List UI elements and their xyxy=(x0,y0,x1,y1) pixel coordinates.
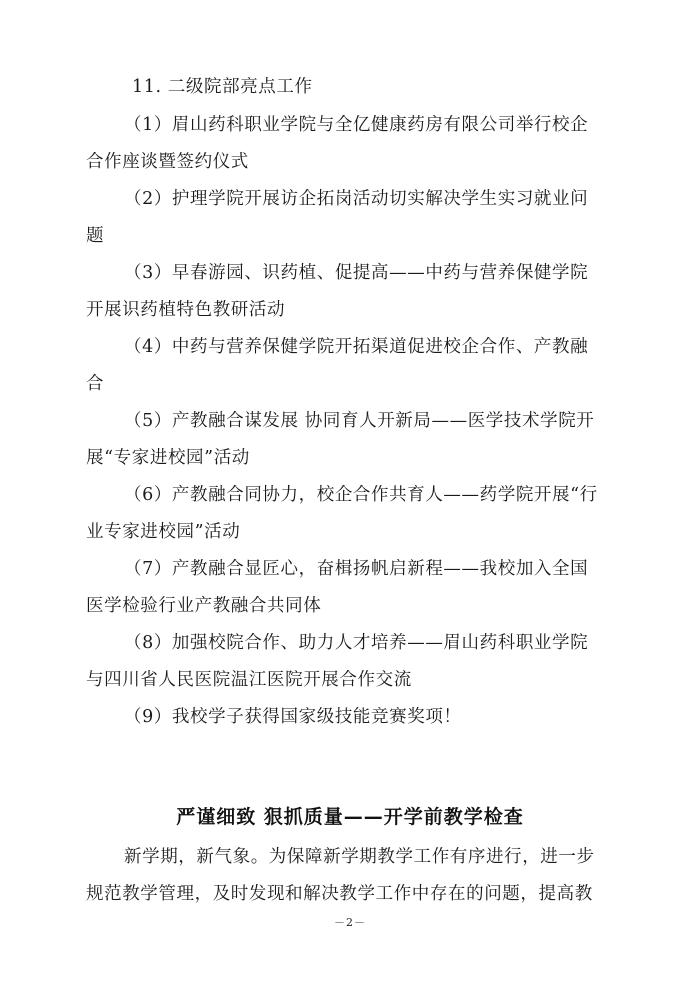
item-5-line-2: 展“专家进校园”活动 xyxy=(86,448,250,468)
item-7-line-2: 医学检验行业产教融合共同体 xyxy=(86,596,322,616)
item-4-line-1: （4）中药与营养保健学院开拓渠道促进校企合作、产教融 xyxy=(124,337,589,357)
item-1-line-1: （1）眉山药科职业学院与全亿健康药房有限公司举行校企 xyxy=(124,115,589,135)
item-6-line-1: （6）产教融合同协力，校企合作共育人——药学院开展“行 xyxy=(124,485,598,505)
item-3-line-1: （3）早春游园、识药植、促提高——中药与营养保健学院 xyxy=(124,263,589,283)
item-5-line-1: （5）产教融合谋发展 协同育人开新局——医学技术学院开 xyxy=(124,411,595,431)
item-3-line-2: 开展识药植特色教研活动 xyxy=(86,300,286,320)
article-paragraph-line-1: 新学期，新气象。为保障新学期教学工作有序进行，进一步 xyxy=(124,847,595,867)
item-8-line-2: 与四川省人民医院温江医院开展合作交流 xyxy=(86,670,412,690)
item-7-line-1: （7）产教融合显匠心，奋楫扬帆启新程——我校加入全国 xyxy=(124,559,589,579)
article-paragraph-line-2: 规范教学管理，及时发现和解决教学工作中存在的问题，提高教 xyxy=(86,884,593,904)
item-6-line-2: 业专家进校园”活动 xyxy=(86,522,241,542)
section-heading: 11. 二级院部亮点工作 xyxy=(132,77,313,97)
article-title: 严谨细致 狠抓质量——开学前教学检查 xyxy=(176,806,524,828)
page-number: －2－ xyxy=(334,916,366,929)
item-1-line-2: 合作座谈暨签约仪式 xyxy=(86,152,249,172)
item-2-line-2: 题 xyxy=(86,226,105,246)
item-8-line-1: （8）加强校院合作、助力人才培养——眉山药科职业学院 xyxy=(124,633,589,653)
item-2-line-1: （2）护理学院开展访企拓岗活动切实解决学生实习就业问 xyxy=(124,189,589,209)
item-9-line-1: （9）我校学子获得国家级技能竞赛奖项！ xyxy=(124,707,462,727)
item-4-line-2: 合 xyxy=(86,374,105,394)
